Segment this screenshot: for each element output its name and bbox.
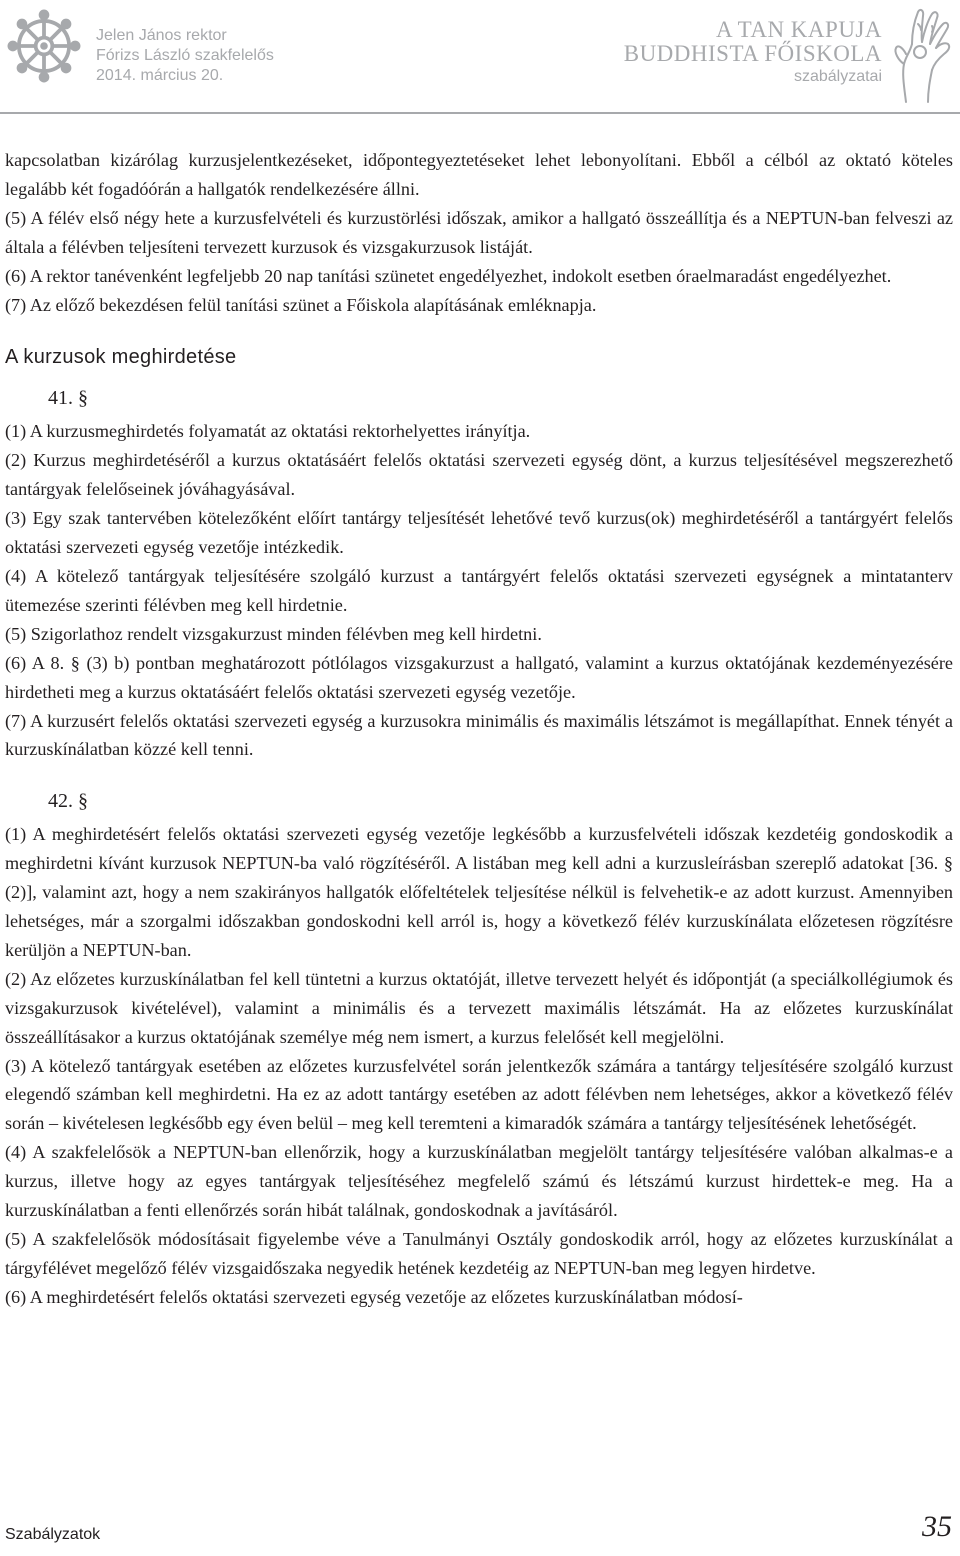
paragraph: (7) A kurzusért felelős oktatási szervezeti egység a kurzusokra minimális és maximális létszámot is megállapíthat. Ennek tényét a kurzuskínálatban közzé kell tenni.: [5, 710, 953, 760]
paragraph: (5) A félév első négy hete a kurzusfelvételi és kurzustörlési időszak, amikor a hallgató összeállítja és a NEPTUN-ban felveszi az általa a félévben teljesíteni tervezett kurzusok és vizsgakurzusok listáját.: [5, 207, 953, 257]
header-subtitle: szabályzatai: [793, 68, 882, 85]
paragraph: (1) A kurzusmeghirdetés folyamatát az oktatási rektorhelyettes irányítja.: [5, 421, 531, 442]
paragraph: (2) Az előzetes kurzuskínálatban fel kell tüntetni a kurzus oktatóját, illetve tervezett helyét és időpontját (a speciálkollégiumok és vizsgakurzusok kivételével), valamint a minimális és a tervezett maximális létszámát. Ha az előzetes kurzuskínálat összeállításakor a kurzus oktatójának személye még nem ismert, a kurzus felelősét kell megjelölni.: [5, 968, 953, 1047]
footer-label: Szabályzatok: [5, 1526, 101, 1543]
paragraph: (6) A meghirdetésért felelős oktatási szervezeti egység vezetője az előzetes kurzuskínálatban módosí-: [5, 1286, 743, 1307]
paragraph: (3) A kötelező tantárgyak esetében az előzetes kurzusfelvétel során jelentkezők számára a tantárgy teljesítésére szolgáló kurzust elegendő számban kell meghirdetni. Ha ez az adott tantárgy esetében az adott félévben nem lehetséges, akkor a következő félév során – kivételesen legkésőbb egy éven belül – meg kell teremteni a kimaradók számára a tantárgy teljesítésének lehetőségét.: [5, 1055, 953, 1134]
header-title-line-2: BUDDHISTA FŐISKOLA: [623, 41, 882, 66]
paragraph: (2) Kurzus meghirdetéséről a kurzus oktatásáért felelős oktatási szervezeti egység dönt, a kurzus teljesítésével megszerezhető tantárgyak felelőseinek jóváhagyásával.: [5, 450, 953, 500]
header-divider: [0, 112, 960, 114]
paragraph: (1) A meghirdetésért felelős oktatási szervezeti egység vezetője legkésőbb a kurzusfelvételi időszak kezdetéig gondoskodik a meghirdetni kívánt kurzusok NEPTUN-ba való rögzítéséről. A listában meg kell adni a kurzusleírásban szereplő adatokat [36. § (2)], valamint azt, hogy a nem szakirányos hallgatók előfeltételek teljesítése nélkül is felvehetik-e az adott kurzust. Amennyiben lehetséges, már a szorgalmi időszakban gondoskodni kell arról is, hogy a következő félév kurzuskínálata előzetesen rögzítésre kerüljön a NEPTUN-ban.: [5, 824, 953, 960]
section-number-41: 41. §: [48, 387, 88, 410]
paragraph: (3) Egy szak tantervében kötelezőként előírt tantárgy teljesítését lehetővé tevő kurzus(ok) meghirdetéséről a tantárgyért felelős oktatási szervezeti egység vezetője intézkedik.: [5, 508, 953, 558]
header-author-officer: Fórizs László szakfelelős: [96, 47, 274, 64]
paragraph: (4) A szakfelelősök a NEPTUN-ban ellenőrzik, hogy a kurzuskínálatban megjelölt tantárgy teljesítésére valóban alkalmas-e a kurzus, illetve hogy az egyes tantárgyak teljesítéséhez megfelelő számú és létszámú kurzust hirdettek-e meg. Ha a kurzuskínálatban a fenti ellenőrzés során hibát találnak, gondoskodnak a javításáról.: [5, 1142, 953, 1221]
paragraph: (5) A szakfelelősök módosításait figyelembe véve a Tanulmányi Osztály gondoskodik arról, hogy az előzetes kurzuskínálat a tárgyfélévet megelőző félév vizsgaidőszaka negyedik hetének kezdetéig az NEPTUN-ban meg legyen hirdetve.: [5, 1229, 953, 1278]
header-date: 2014. március 20.: [96, 67, 224, 84]
mudra-hand-icon: [890, 4, 956, 104]
paragraph: kapcsolatban kizárólag kurzusjelentkezéseket, időpontegyeztetéseket lehet lebonyolítani. Ebből a célból az oktató köteles legalább két fogadóórán a hallgatók rendelkezésére állni.: [5, 150, 953, 199]
section-number-42: 42. §: [48, 790, 88, 813]
header-title-line-1: A TAN KAPUJA: [715, 17, 882, 42]
paragraph: (6) A rektor tanévenként legfeljebb 20 nap tanítási szünetet engedélyezhet, indokolt esetben óraelmaradást engedélyezhet.: [5, 265, 892, 286]
header-institution: [624, 18, 882, 88]
page-number: 35: [922, 1510, 952, 1543]
paragraph: (4) A kötelező tantárgyak teljesítésére szolgáló kurzust a tantárgyért felelős oktatási szervezeti egységnek a mintatanterv ütemezése szerinti félévben meg kell hirdetnie.: [5, 565, 953, 615]
dharma-wheel-icon: [6, 8, 82, 84]
paragraph: (7) Az előző bekezdésen felül tanítási szünet a Főiskola alapításának emléknapja.: [5, 294, 597, 315]
page-header: [0, 0, 960, 112]
paragraph: (5) Szigorlathoz rendelt vizsgakurzust minden félévben meg kell hirdetni.: [5, 623, 542, 644]
header-meta: [96, 26, 274, 86]
paragraph: (6) A 8. § (3) b) pontban meghatározott pótlólagos vizsgakurzust a hallgató, valamint a kurzus oktatójának kezdeményezésére hirdetheti meg a kurzus oktatásáért felelős oktatási szervezeti egység vezetője.: [5, 652, 953, 702]
header-author-rector: Jelen János rektor: [96, 27, 227, 44]
section-heading: A kurzusok meghirdetése: [5, 346, 237, 369]
document-body: [5, 146, 953, 1312]
